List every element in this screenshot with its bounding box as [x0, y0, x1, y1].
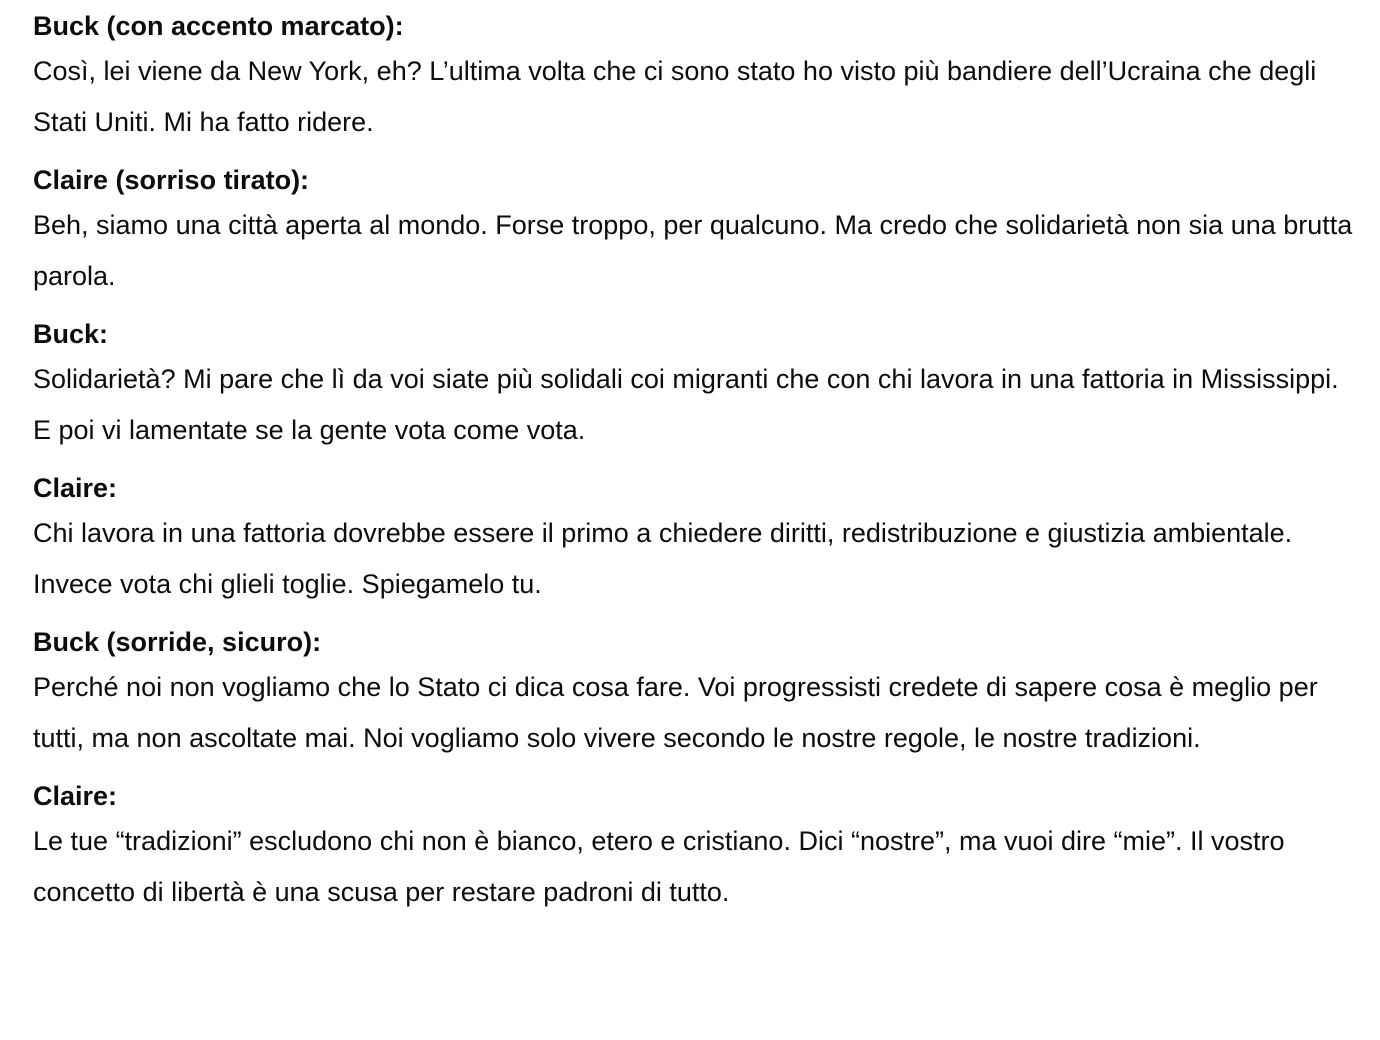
- speaker-label: Claire:: [33, 473, 118, 503]
- dialogue-line: Perché noi non vogliamo che lo Stato ci dica cosa fare. Voi progressisti credete di sapere cosa è meglio per tutti, ma non ascoltate mai. Noi vogliamo solo vivere secondo le nostre regole, le nostre tradizioni.: [33, 672, 1318, 753]
- dialogue-line: Chi lavora in una fattoria dovrebbe essere il primo a chiedere diritti, redistribuzione e giustizia ambientale. Invece vota chi glieli toglie. Spiegamelo tu.: [33, 518, 1293, 599]
- speaker-label: Buck (sorride, sicuro):: [33, 627, 322, 657]
- speaker-label: Claire:: [33, 781, 118, 811]
- dialogue-transcript: [33, 6, 1363, 930]
- dialogue-line: Solidarietà? Mi pare che lì da voi siate più solidali coi migranti che con chi lavora in una fattoria in Mississippi. E poi vi lamentate se la gente vota come vota.: [33, 364, 1339, 445]
- dialogue-line: Le tue “tradizioni” escludono chi non è bianco, etero e cristiano. Dici “nostre”, ma vuoi dire “mie”. Il vostro concetto di libertà è una scusa per restare padroni di tutto.: [33, 826, 1285, 907]
- dialogue-line: Beh, siamo una città aperta al mondo. Forse troppo, per qualcuno. Ma credo che solidarietà non sia una brutta parola.: [33, 210, 1353, 291]
- dialogue-turn: [33, 776, 1363, 917]
- speaker-label: Buck:: [33, 319, 109, 349]
- dialogue-line: Così, lei viene da New York, eh? L’ultima volta che ci sono stato ho visto più bandiere dell’Ucraina che degli Stati Uniti. Mi ha fatto ridere.: [33, 56, 1317, 137]
- dialogue-turn: [33, 160, 1363, 301]
- dialogue-turn: [33, 468, 1363, 609]
- speaker-label: Claire (sorriso tirato):: [33, 165, 310, 195]
- dialogue-turn: [33, 314, 1363, 455]
- speaker-label: Buck (con accento marcato):: [33, 11, 404, 41]
- dialogue-turn: [33, 622, 1363, 763]
- dialogue-turn: [33, 6, 1363, 147]
